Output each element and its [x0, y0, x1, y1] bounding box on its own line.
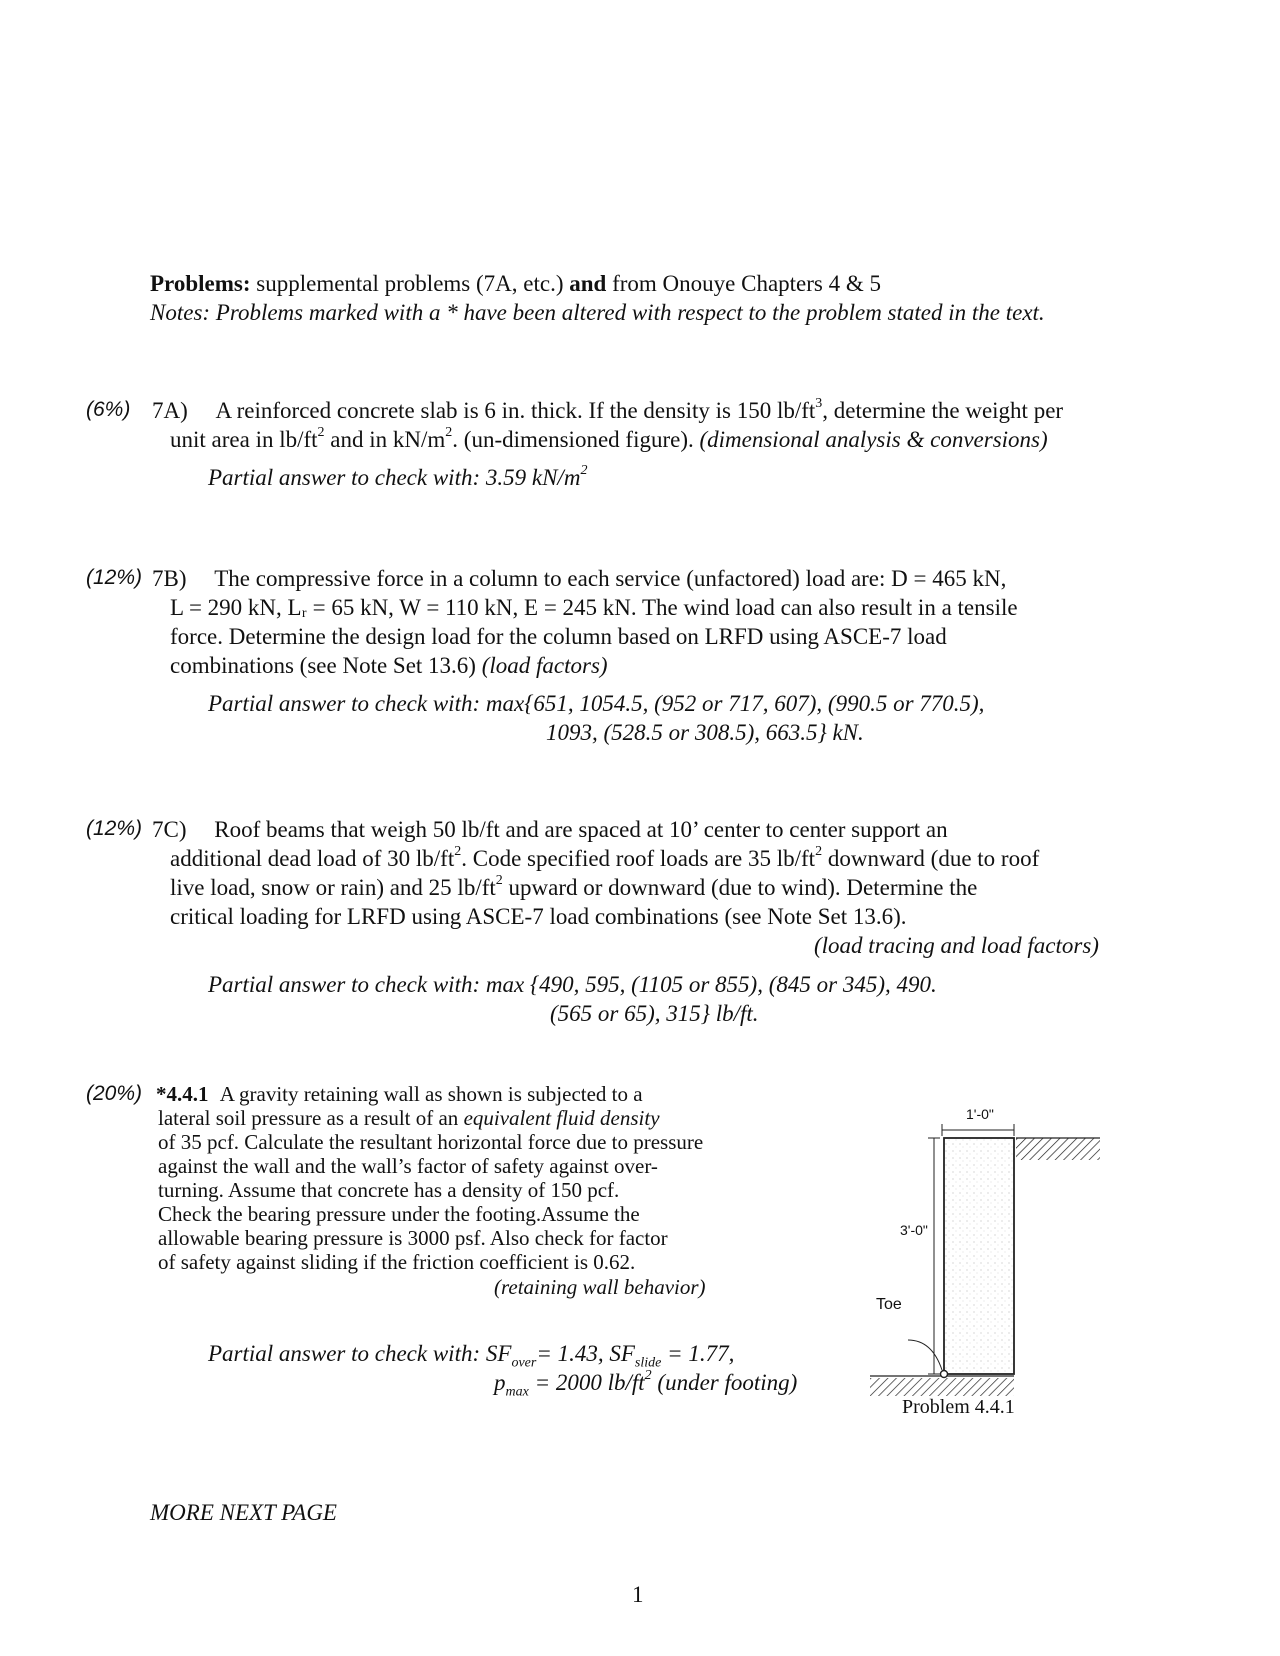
wall-body: [944, 1138, 1014, 1374]
p7b-answer-2: 1093, (528.5 or 308.5), 663.5} kN.: [546, 720, 864, 745]
p441-line-4: against the wall and the wall’s factor of safety against over-: [158, 1154, 658, 1178]
p441-ans1sub2: slide: [634, 1355, 662, 1371]
p441-l1: A gravity retaining wall as shown is subjected to a: [219, 1082, 643, 1106]
p441-ans1a: Partial answer to check with: SF: [208, 1341, 512, 1366]
p7b-line-2: L = 290 kN, Lᵣ = 65 kN, W = 110 kN, E = 245 kN. The wind load can also result in a tensile: [170, 595, 1018, 620]
p7b-l4a: combinations (see Note Set 13.6): [170, 653, 476, 678]
p441-line-6: Check the bearing pressure under the footing.Assume the: [158, 1202, 640, 1226]
p441-answer-1: [208, 1339, 735, 1371]
problems-and: and: [569, 271, 607, 296]
p7a-line-2: [170, 425, 1048, 454]
p441-ans2sub: max: [505, 1384, 529, 1400]
p7c-line-1: [152, 815, 948, 844]
p7b-line-3: force. Determine the design load for the column based on LRFD using ASCE-7 load: [170, 624, 947, 649]
p441-line-9: (retaining wall behavior): [494, 1275, 706, 1299]
dim-label-side: 3'-0": [900, 1222, 928, 1238]
p7c-answer-1: Partial answer to check with: max {490, 595, (1105 or 855), (845 or 345), 490.: [208, 972, 937, 997]
problems-heading: [150, 269, 881, 298]
problems-text-2: from Onouye Chapters 4 & 5: [612, 271, 882, 296]
page-number: 1: [632, 1582, 644, 1607]
p441-line-5: turning. Assume that concrete has a density of 150 pcf.: [158, 1178, 620, 1202]
problems-text-1: supplemental problems (7A, etc.): [256, 271, 564, 296]
p441-line-2: [158, 1107, 660, 1130]
soil-hatch-right: [1016, 1138, 1100, 1160]
toe-label: Toe: [876, 1296, 902, 1313]
p7a-l2sup: 2: [317, 425, 325, 441]
p441-l2it: equivalent fluid density: [463, 1106, 660, 1130]
more-next-page: MORE NEXT PAGE: [150, 1500, 337, 1525]
p441-ans1b: = 1.43, SF: [536, 1341, 635, 1366]
p7c-l3a: live load, snow or rain) and 25 lb/ft: [170, 875, 496, 900]
p7a-l1sup: 3: [815, 396, 823, 412]
retaining-wall-figure: [860, 1100, 1120, 1420]
p441-percent: [86, 1082, 142, 1106]
p441-line-8: of safety against sliding if the friction coefficient is 0.62.: [158, 1250, 636, 1274]
p7a-l2it: (dimensional analysis & conversions): [699, 427, 1048, 452]
p7c-pct-text: (12%): [86, 817, 143, 840]
p7a-number: 7A): [152, 398, 188, 423]
p441-ans2sup: 2: [644, 1368, 652, 1384]
p7b-number: 7B): [152, 566, 187, 591]
p7c-l2a: additional dead load of 30 lb/ft: [170, 846, 455, 871]
p7c-l2sup: 2: [454, 844, 462, 860]
figure-caption: Problem 4.4.1: [902, 1396, 1015, 1418]
p7b-percent: [86, 566, 142, 590]
p7c-number: 7C): [152, 817, 187, 842]
p7c-percent: [86, 817, 142, 841]
p7c-line-5: (load tracing and load factors): [814, 933, 1099, 958]
p7c-l3sup: 2: [495, 873, 503, 889]
p7a-l2b: and in kN/m: [324, 427, 446, 452]
p441-line-7: allowable bearing pressure is 3000 psf. Also check for factor: [158, 1226, 668, 1250]
p7c-l1: Roof beams that weigh 50 lb/ft and are spaced at 10’ center to center support an: [214, 817, 948, 842]
p7b-answer-1: Partial answer to check with: max{651, 1054.5, (952 or 717, 607), (990.5 or 770.5),: [208, 691, 985, 716]
p441-line-3: of 35 pcf. Calculate the resultant horizontal force due to pressure: [158, 1130, 704, 1154]
p7c-line-2: [170, 844, 1039, 873]
p7a-pct-text: (6%): [86, 398, 131, 421]
p441-number: *4.4.1: [156, 1082, 209, 1106]
p7a-ans-sup: 2: [580, 463, 588, 479]
p7a-percent: [86, 398, 130, 422]
dim-label-top: 1'-0": [966, 1106, 994, 1122]
p7a-answer: [208, 463, 587, 492]
p7a-l2a: unit area in lb/ft: [170, 427, 318, 452]
p7a-l1a: A reinforced concrete slab is 6 in. thick. If the density is 150 lb/ft: [215, 398, 816, 423]
p7a-line-1: [152, 396, 1063, 425]
p7c-l2b: . Code specified roof loads are 35 lb/ft: [461, 846, 816, 871]
p441-answer-2: [494, 1368, 798, 1400]
p7c-l2c: downward (due to roof: [822, 846, 1040, 871]
p441-ans1sub1: over: [511, 1355, 537, 1371]
p7c-l3b: upward or downward (due to wind). Determine the: [502, 875, 978, 900]
p7b-l1: The compressive force in a column to each service (unfactored) load are: D = 465 kN,: [214, 566, 1007, 591]
p7b-line-1: [152, 564, 1006, 593]
p7c-line-4: critical loading for LRFD using ASCE-7 load combinations (see Note Set 13.6).: [170, 904, 907, 929]
p7b-line-4: [170, 651, 608, 680]
p441-ans2a: p: [494, 1370, 506, 1395]
p7b-l4it: (load factors): [481, 653, 608, 678]
p7c-line-3: [170, 873, 977, 902]
p441-ans1c: = 1.77,: [661, 1341, 735, 1366]
p7a-l2c: . (un-dimensioned figure).: [452, 427, 694, 452]
toe-leader: [908, 1340, 942, 1370]
p7a-ans: Partial answer to check with: 3.59 kN/m: [208, 465, 581, 490]
p7c-answer-2: (565 or 65), 315} lb/ft.: [550, 1001, 759, 1026]
notes-line: Notes: Problems marked with a * have been altered with respect to the problem stated in the text.: [150, 300, 1045, 325]
toe-point: [941, 1371, 948, 1378]
p7a-l2sup2: 2: [445, 425, 453, 441]
p441-ans2c: (under footing): [651, 1370, 798, 1395]
problems-label: Problems:: [150, 271, 251, 296]
p7b-pct-text: (12%): [86, 566, 143, 589]
p441-line-1: [156, 1083, 643, 1106]
p441-l2a: lateral soil pressure as a result of an: [158, 1106, 459, 1130]
p441-ans2b: = 2000 lb/ft: [528, 1370, 645, 1395]
p7c-l2sup2: 2: [815, 844, 823, 860]
p7a-l1b: , determine the weight per: [822, 398, 1064, 423]
p441-pct-text: (20%): [86, 1082, 143, 1105]
